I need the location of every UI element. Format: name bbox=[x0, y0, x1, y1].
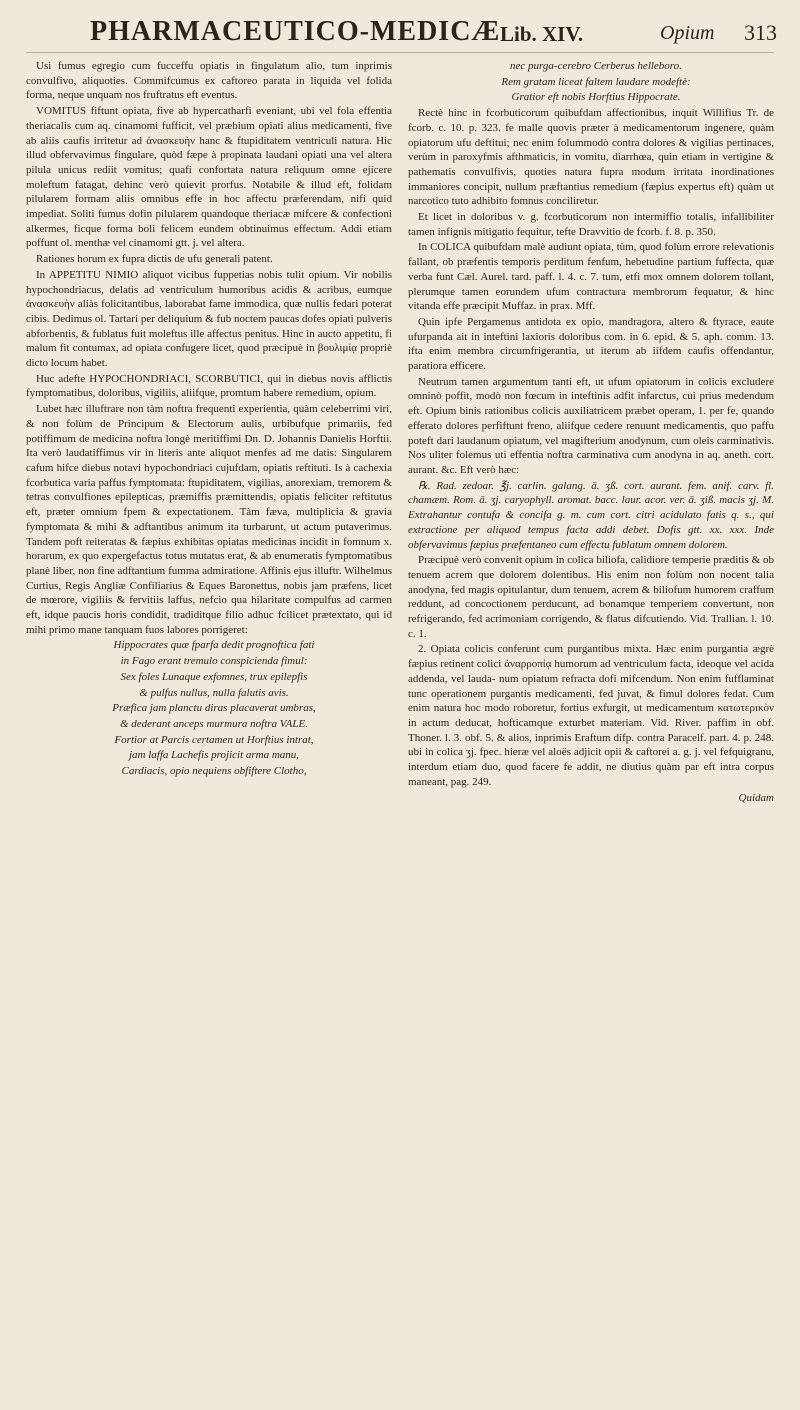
right-column bbox=[408, 59, 774, 1389]
paragraph-willisius: Rectè hinc in fcorbuticorum quibufdam affectionibus, inquit Willifius Tr. de fcorb. c. 10. p. 323. fe malle quovis præter à medicamentorum ingenere, quàm opiatorum ufu deftitui; nec enim folummodò contra dolores & vigilias pertinaces, verùm in paroxyfmis afthmaticis, in vomitu, diarrhœa, quin etiam in vertigine & pathematis convulfivis, quoties natura fupra modum irritata inordinationes immaniores concipit, nullum præftantius remedium (fæpius expertus eft) quàm ut narcotico tuto adhibito fomnus conciliretur. bbox=[408, 107, 774, 208]
section-title: Opium bbox=[660, 22, 715, 44]
running-head bbox=[26, 12, 777, 53]
paragraph-horstius-letter: Lubet hæc illuftrare non tàm noftra frequenti experientia, quàm celeberrimi viri, & non folùm de Principum & Electorum aulis, urbibufque primariis, fed potiffimum de medicina noftra longè meritiffimi Dn. D. Johannis Danielis Horftii. Ita verò laudatiffimus vir in literis ante aliquot menfes ad me datis: Singularem cafum hifce diebus notavi hypochondriaci cujufdam, opiatis reftituti. Is à cachexia fcorbutica varia paffus fymptomata: ftupiditatem, vigilias, anorexiam, tremorem & tetras convulfiones epilepticas, præmiffis præmittendis, opiatis feliciter reftitutus eft, præter omnium fpem & expectationem. Tàm fæva, multiplicia & gravia fymptomata & mihi & adftantibus animum ita turbarunt, ut actum putaverimus. Tandem poft reiteratas & fæpius exhibitas opiatas medicinas incidit in fomnum x. horarum, ex quo expergefactus totus mutatus erat, & ab enumeratis fymptomatibus planè liber, non fine adftantium fumma admiratione. Affinis ejus illuftr. Wilhelmus Curtius, Regis Angliæ Confiliarius & Eques Baronettus, nobis jam præfens, licet de mœrore, vigiliis & fervitiis laffus, nefcio qua hilaritate compulfus ad carmen eft, idque paucis horis condidit, tradiditque filio adhuc fcilicet prætextato, qui id mihi primo mane tanquam fuos labores porrigeret: bbox=[26, 403, 392, 636]
verse-line: Sex foles Lunaque exfomnes, trux epilepfis bbox=[120, 670, 308, 683]
catchword: Quidam bbox=[738, 792, 774, 805]
running-title: PHARMACEUTICO-MEDICÆ bbox=[90, 16, 501, 47]
verse-line: Rem gratam liceat faltem laudare modeftè: bbox=[501, 75, 691, 88]
verse-line: Hippocrates quæ fparfa dedit prognoftica fati bbox=[113, 639, 315, 652]
paragraph-dravvitius: Et licet in doloribus v. g. fcorbuticorum non intermiffio totalis, infallibiliter tamen infignis mitigatio fequitur, tefte Dravvitio de fcorb. f. 8. p. 350. bbox=[408, 211, 774, 238]
verse-line: nec purga-cerebro Cerberus helleboro. bbox=[510, 60, 682, 72]
verse-block bbox=[26, 638, 392, 778]
verse-line: Gratior eft nobis Horftius Hippocrate. bbox=[511, 91, 681, 104]
text-columns bbox=[26, 59, 774, 1389]
verse-line: & dederant anceps murmura noftra VALE. bbox=[119, 717, 308, 730]
page-number: 313 bbox=[744, 20, 777, 45]
paragraph-appetitus: In APPETITU NIMIO aliquot vicibus fuppetias nobis tulit opium. Vir nobilis hypochondriacus, delatis ad ventriculum humoribus acidis & acribus, eumque ἀνασκευὴν aliàs folicitantibus, laborabat fame immodica, quæ nullis fedari poterat cibis. Dedimus ol. Tartari per deliquium & fub noctem paucas dofes opiati pulveris abforbentis, & fublatus fuit moleftus ille affectus penitus. Hinc in aucto appetitu, fi malum fit contumax, ad opiata confugere licet, quod præcipuè in βουλιμίᾳ propriè dicto locum habet. bbox=[26, 268, 392, 370]
paragraph-vomitus: VOMITUS fiftunt opiata, five ab hypercatharfi eveniant, ubi vel fola effentia theriacalis cum aq. cinamomi fufficit, vel præbium opiati alius medicamenti, five ab aliis caufis irritetur ad ἀνασκευὴν hanc & ftupiditatem ventriculi natura. Hic illud obfervavimus fingulare, quòd fæpe à propinata laudani opiati una vel altera pilula unicus rediit vomitus; quafi confortata natura reliquum omne ejicere moleftum fatagat, dehinc verò quievit prorfus. Notabile & illud eft, folidam pilularem formam aliis omnibus effe in hoc affectu præferendam, nifi quid impediat. Soliti fumus dofin pilularem quandoque theriacæ mifcere & confectioni alkermes, ficque forma boli felicem eundem obtinuimus effectum. Addi etiam poffunt ol. menthæ vel cinamomi gtt. j. vel altera. bbox=[26, 105, 392, 250]
verse-line: Cardiacis, opio nequiens obfiftere Clotho, bbox=[121, 765, 307, 778]
paragraph-recipe: ℞. Rad. zedoar. ℥j. carlin. galang. ā. ʒß. cort. aurant. fem. anif. carv. fl. chamæm. Rom. ā. ʒj. caryophyll. aromat. bacc. laur. acor. ver. ā. ʒiß. macis ʒj. M. Extrahantur contufa & concifa g. m. cum cort. citri acidulato fatis q. s., qui extractione per aliquod tempus facta addi debet. Dofis gtt. xx. xxx. Inde obfervavimus fæpius præfentaneo cum effectu fublatum omnem dolorem. bbox=[408, 479, 774, 551]
paragraph-purgantibus: 2. Opiata colicis conferunt cum purgantibus mixta. Hæc enim purgantia ægrè fæpius retinent colici ἀναρροπίᾳ humorum ad ventriculum facta, ideoque vel acida addenda, vel lauda- num opiatum refracta dofi mifcendum. Non enim fufflaminat tunc operationem purgantis medicamenti, fed juvat, & fimul dolores fedat. Cum enim natura hoc modo roboretur, fortius exfurgit, ut medicamentum κατωτερικὸν in actum deducat, hofticamque exturbet materiam. Vid. River. paffim in obf. Thoner. l. 3. obf. 5. & alios, inprimis Eraftum difp. contra Paracelf. part. 4. p. 248. ubi in colica ʒj. fpec. hieræ vel aloës adjicit opii & caftorei a. g. j. vel fefquigranu, interdum etiam duo, quod facere fe addit, ne diutius quàm par eft intra corpus maneant, pag. 249. bbox=[408, 643, 774, 788]
verse-line: & pulfus nullus, nulla falutis avis. bbox=[139, 686, 289, 699]
book-number: Lib. XIV. bbox=[500, 22, 584, 46]
paragraph-rationes: Rationes horum ex fupra dictis de ufu generali patent. bbox=[36, 253, 273, 266]
paragraph-neutrum: Neutrum tamen argumentum tanti eft, ut ufum opiatorum in colicis excludere omninò poffit, modò non fœcum in inteftinis adfit infarctus, cui prius medendum eft. Opium binis rationibus colicis auxiliatricem præbet operam, 1. per fe, quando efferato dolores perfiftunt freno, aliifque cedere renuunt medicamentis, quo paffu poteft dari laudanum opiatum, vel magifterium anodynum, cum oleis carminativis. Nos uliter folemus uti effentia noftra carminativa cum anodyna in aq. aneth. cort. aurant. &c. Eft verò hæc: bbox=[408, 375, 774, 476]
paragraph-pergamenus: Quin ipfe Pergamenus antidota ex opio, mandragora, altero & ftyrace, eaute ufurpanda ait in inteftini laxioris doloribus com. in 6. epid. & 5. aph. comm. 13. ifta enim membra circumfrigerantia, ut iterum ab iifdem caufis offendantur, paratiora efficere. bbox=[408, 315, 774, 373]
paragraph-epilepsy: Usi fumus egregio cum fucceffu opiatis in fingulatum alio, tum inprimis convulfivo, aliquoties. Commifcumus ex caftoreo parata in liquida vel folida forma, neque unquam nos fruftratus eft eventus. bbox=[26, 60, 392, 102]
paragraph-hypochondriaci: Huc adefte HYPOCHONDRIACI, SCORBUTICI, qui in diebus novis afflictis fymptomatibus, doloribus, vigiliis, aliifque, promtum habere remedium, opium. bbox=[26, 372, 392, 400]
verse-line: Fortior at Parcis certamen ut Horftius intrat, bbox=[114, 733, 314, 746]
left-column bbox=[26, 59, 392, 1389]
verse-line: in Fago erant tremulo conspicienda fimul: bbox=[120, 655, 308, 668]
verse-line: jam laffa Lachefis projicit arma manu, bbox=[128, 749, 300, 762]
paragraph-colica-biliosa: Præcipuè verò convenit opium in colica biliofa, calidiore temperie præditis & ob tenuem acrem que dolorem dolentibus. His enim non folùm non nocent talia anodyna, fed magis opitulantur, dum tenuem, acrem & biliofum humorem craffum reddunt, ad concoctionem perducunt, ad bonamque temperiem convertunt, non refrigerando, fed acrimoniam corrigendo, & flatus difcutiendo. Vid. Trallian. l. 10. c. 1. bbox=[408, 554, 774, 640]
paragraph-colica: In COLICA quibufdam malè audiunt opiata, tùm, quod folùm errore relevationis fallant, ob præfentis temporis perditum fenfum, hebetudine partium fuffecta, quæ verba funt Cæl. Aurel. tard. paff. l. 4. c. 7. tum, etfi mox omnem dolorem tollant, plerumque tamen eorundem ufum contractura membrorum fequatur, & hinc vitanda effe præcipit Muffaz. in prax. Mff. bbox=[408, 241, 774, 313]
verse-line: Præfica jam planctu diras placaverat umbras, bbox=[112, 702, 316, 715]
